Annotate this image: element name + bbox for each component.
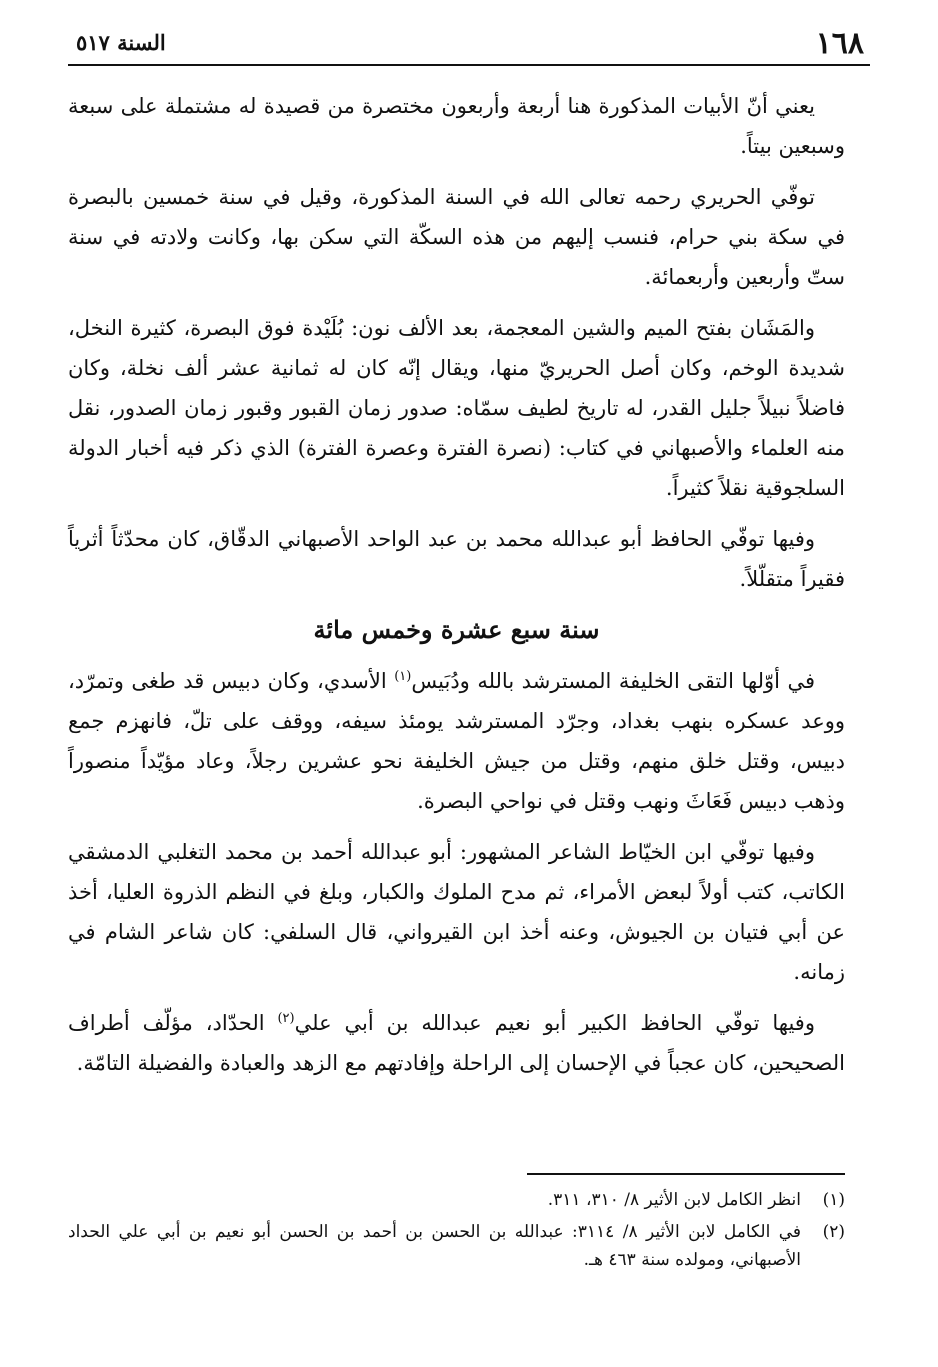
footnote-rule xyxy=(527,1173,845,1175)
paragraph-text: الحدّاد، مؤلّف أطراف الصحيحين، كان عجباً في الإحسان إلى الراحلة وإفادتهم مع الزهد والعبادة والفضيلة التامّة. xyxy=(68,1011,845,1075)
footnotes xyxy=(68,1186,845,1278)
paragraph: والمَشَان بفتح الميم والشين المعجمة، بعد الألف نون: بُلَيْدة فوق البصرة، كثيرة النخل، شديدة الوخم، وكان أصل الحريريّ منها، ويقال إنّه كان له ثمانية عشر ألف نخلة، وكان فاضلاً نبيلاً جليل القدر، له تاريخ لطيف سمّاه: صدور زمان القبور وقبور زمان الصدور، نقل منه العلماء والأصبهاني في كتاب: (نصرة الفترة وعصرة الفترة) الذي ذكر فيه أخبار الدولة السلجوقية نقلاً كثيراً. xyxy=(68,316,845,500)
header-rule xyxy=(68,64,870,66)
paragraph: وفيها توفّي ابن الخيّاط الشاعر المشهور: أبو عبدالله أحمد بن محمد التغلبي الدمشقي الكاتب، كتب أولاً لبعض الأمراء، ثم مدح الملوك والكبار، وبلغ في النظم الذروة العليا، أخذ عن أبي فتيان بن الجيوش، وعنه أخذ ابن القيرواني، قال السلفي: كان شاعر الشام في زمانه. xyxy=(68,840,845,984)
paragraph xyxy=(68,1003,845,1083)
main-text xyxy=(68,86,845,1094)
footnote-text: في الكامل لابن الأثير ٨/ ٣١١٤: عبدالله بن الحسن بن أحمد بن الحسن أبو نعيم بن أبي علي الحداد الأصبهاني، ومولده سنة ٤٦٣ هـ. xyxy=(68,1222,801,1270)
page-header xyxy=(68,26,870,60)
paragraph xyxy=(68,661,845,821)
section-heading: سنة سبع عشرة وخمس مائة xyxy=(313,615,600,644)
page-number: ١٦٨ xyxy=(815,26,864,61)
footnote-ref[interactable]: (٢) xyxy=(277,1011,295,1026)
paragraph-text: في أوّلها التقى الخليفة المسترشد بالله ودُبَيس xyxy=(411,669,816,693)
paragraph: توفّي الحريري رحمه تعالى الله في السنة المذكورة، وقيل في سنة خمسين بالبصرة في سكة بني حرام، فنسب إليهم من هذه السكّة التي سكن بها، وكانت ولادته في سنة ستّ وأربعين وأربعمائة. xyxy=(68,185,845,289)
footnote-ref[interactable]: (١) xyxy=(394,669,412,684)
footnote-number: (١) xyxy=(822,1190,845,1210)
paragraph-text: الأسدي، وكان دبيس قد طغى وتمرّد، ووعد عسكره بنهب بغداد، وجرّد المسترشد يومئذ سيفه، ووقف على تلّ، فانهزم جمع دبيس، وقتل خلق منهم، وقتل من جيش الخليفة نحو عشرين رجلاً، وعاد مؤيّداً منصوراً وذهب دبيس فَعَاثَ ونهب وقتل في نواحي البصرة. xyxy=(68,669,845,813)
footnote-text: انظر الكامل لابن الأثير ٨/ ٣١٠، ٣١١. xyxy=(547,1190,801,1210)
paragraph-text: وفيها توفّي الحافظ الكبير أبو نعيم عبدالله بن أبي علي xyxy=(294,1011,815,1035)
running-title: السنة ٥١٧ xyxy=(76,30,166,55)
footnote xyxy=(68,1186,845,1214)
paragraph: وفيها توفّي الحافظ أبو عبدالله محمد بن عبد الواحد الأصبهاني الدقّاق، كان محدّثاً أثرياً فقيراً متقلّلاً. xyxy=(68,527,845,591)
footnote-number: (٢) xyxy=(822,1222,845,1242)
paragraph: يعني أنّ الأبيات المذكورة هنا أربعة وأربعون مختصرة من قصيدة له مشتملة على سبعة وسبعين بيتاً. xyxy=(68,94,845,158)
footnote xyxy=(68,1218,845,1274)
